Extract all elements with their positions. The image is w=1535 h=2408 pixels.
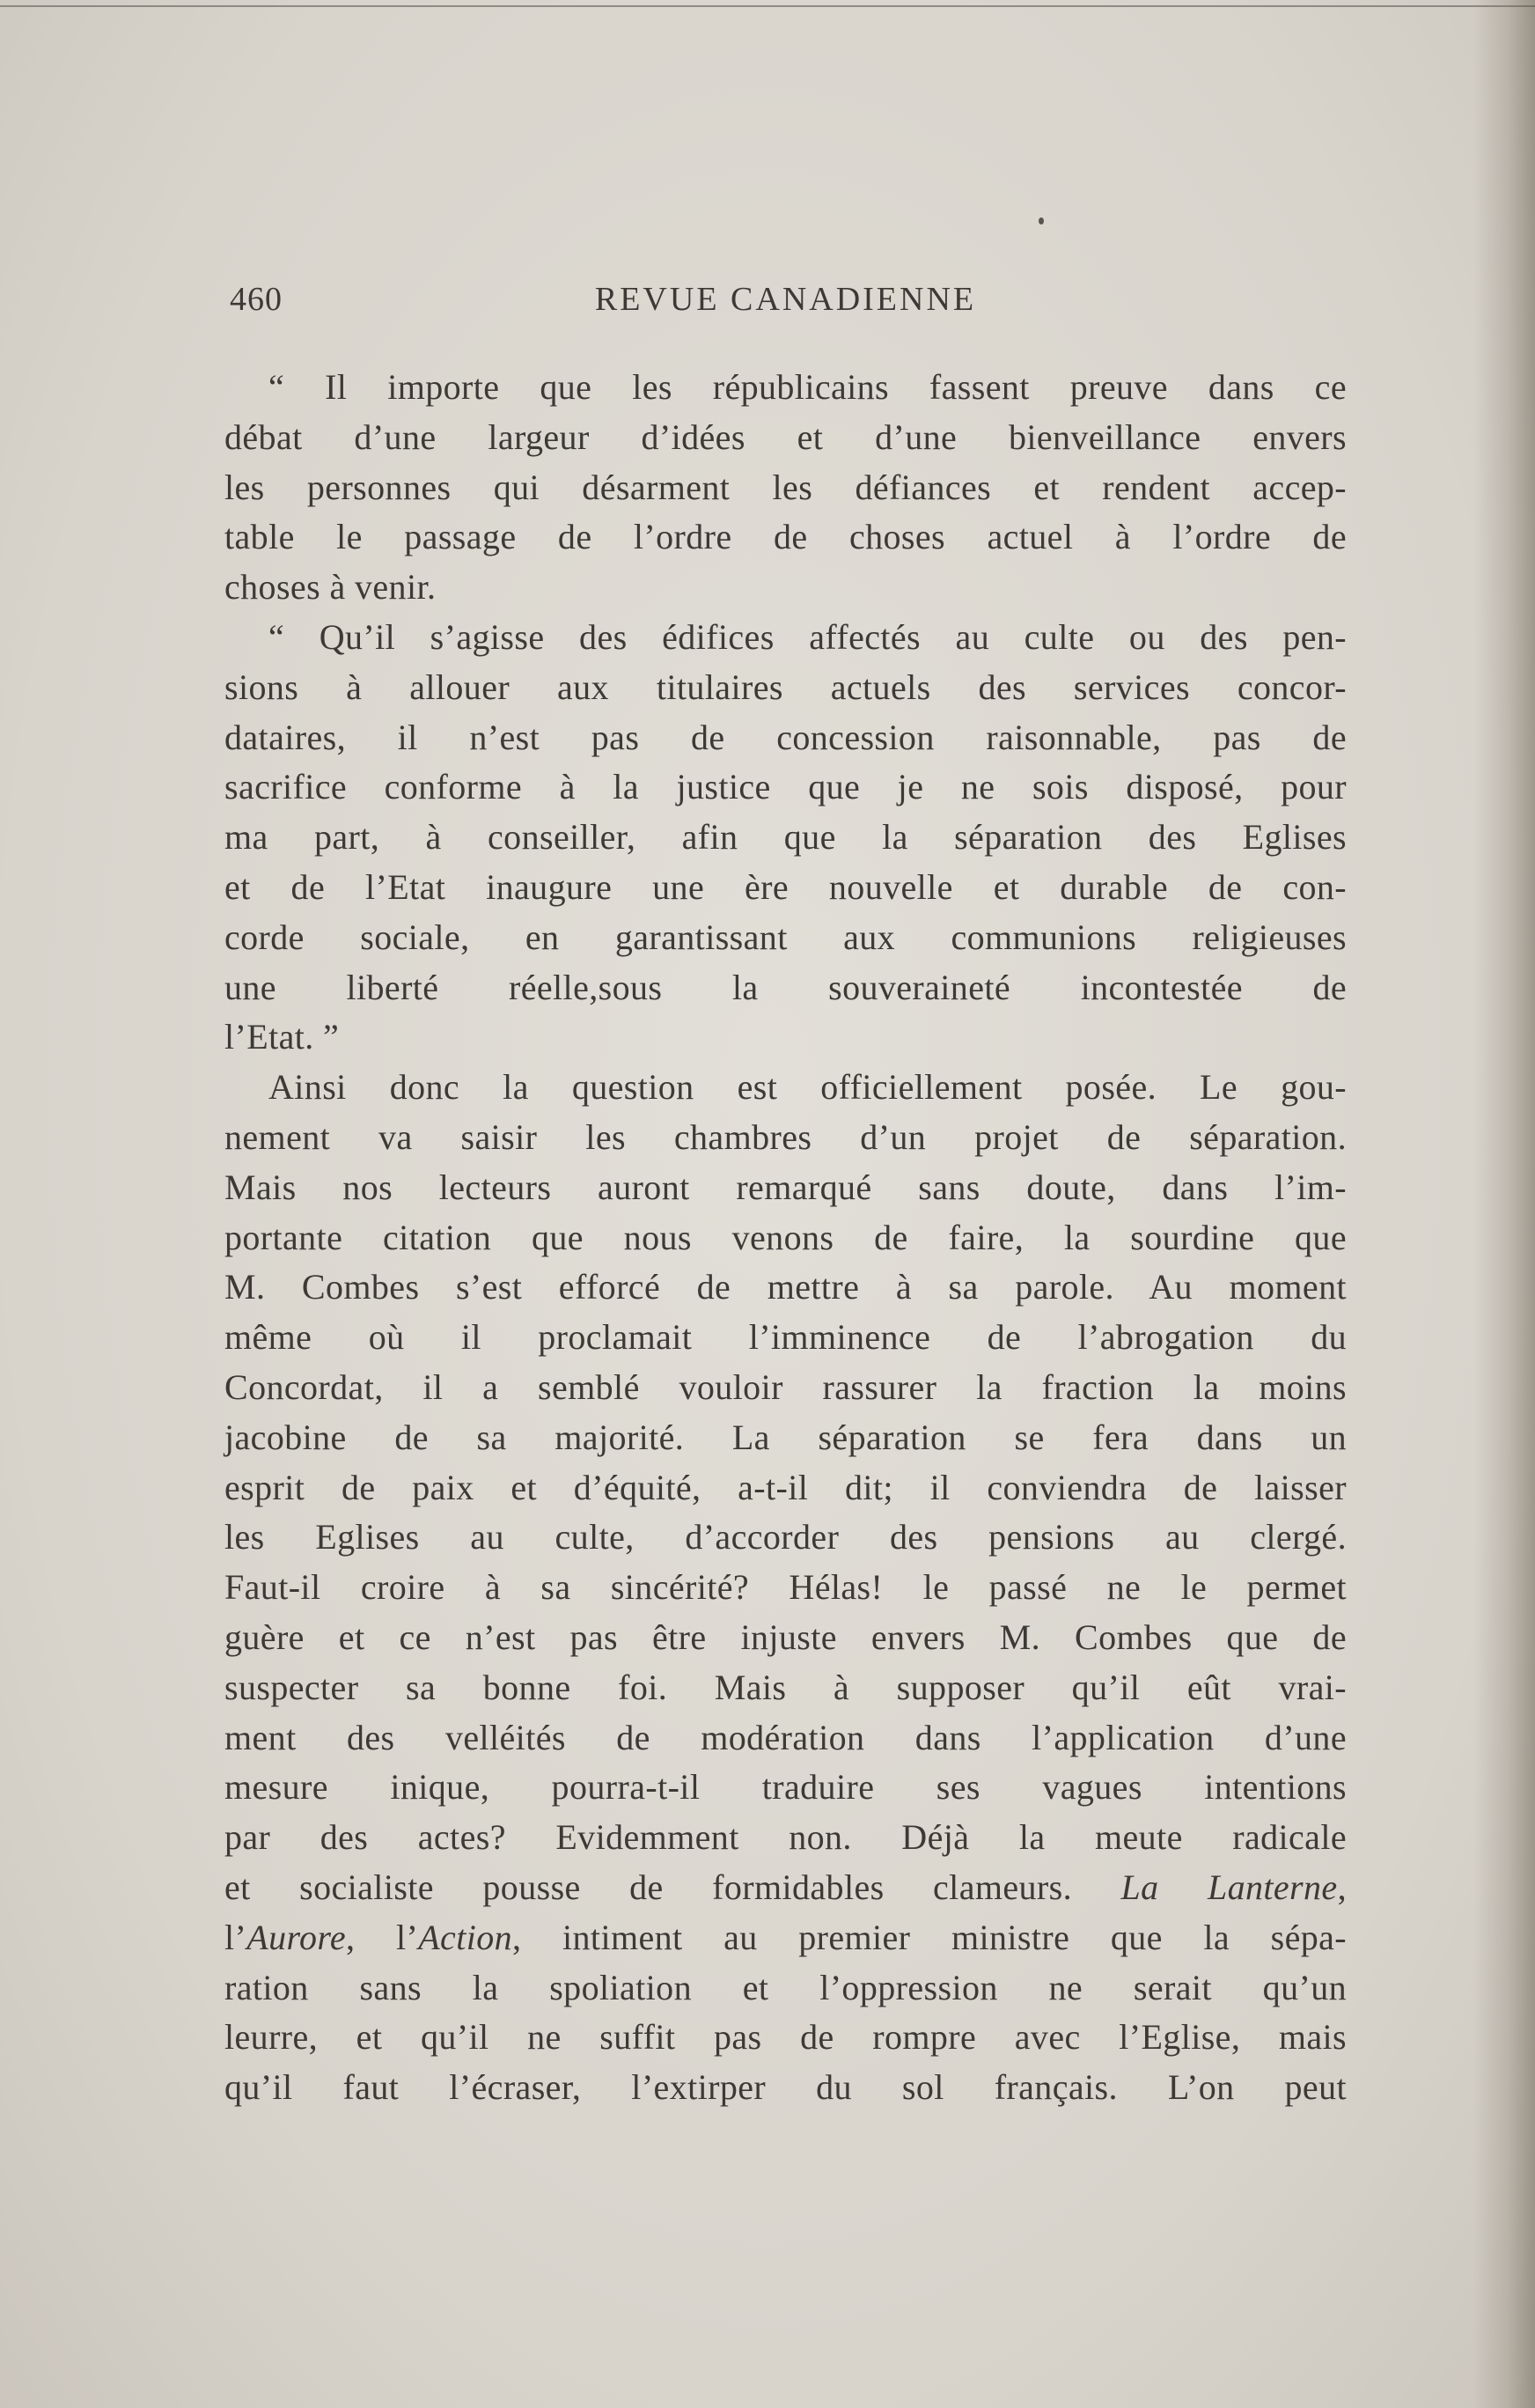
text-segment: qu’il faut l’écraser, l’extirper du sol français. L’on peut <box>224 2067 1347 2108</box>
text-line <box>224 762 1347 813</box>
text-line <box>224 1013 1347 1063</box>
text-segment: choses à venir. <box>224 567 437 608</box>
text-segment: et de l’Etat inaugure une ère nouvelle et durable de con- <box>224 866 1347 907</box>
text-line <box>224 663 1347 713</box>
text-segment: dataires, il n’est pas de concession raisonnable, pas de <box>224 717 1347 757</box>
text-segment: suspecter sa bonne foi. Mais à supposer qu’il eût vrai- <box>224 1667 1347 1707</box>
text-line <box>224 1763 1347 1813</box>
text-segment: ment des velléités de modération dans l’application d’une <box>224 1717 1347 1757</box>
text-line <box>224 463 1347 513</box>
text-line <box>224 1163 1347 1213</box>
spine-shadow <box>1473 0 1535 2408</box>
text-line <box>224 1663 1347 1713</box>
text-segment: Faut-il croire à sa sincérité? Hélas! le passé ne le permet <box>224 1567 1347 1608</box>
text-line <box>224 1563 1347 1613</box>
text-line <box>224 613 1347 663</box>
text-line <box>224 1513 1347 1563</box>
text-line <box>224 2013 1347 2063</box>
text-line <box>224 1063 1347 1113</box>
text-segment: “ Qu’il s’agisse des édifices affectés au culte ou des pen- <box>268 616 1347 657</box>
ink-speck <box>1039 217 1044 225</box>
text-segment: ration sans la spoliation et l’oppression ne serait qu’un <box>224 1967 1347 2007</box>
italic-title: Aurore <box>246 1917 346 1957</box>
text-segment: les Eglises au culte, d’accorder des pensions au clergé. <box>224 1517 1347 1557</box>
text-line <box>224 413 1347 463</box>
text-segment: table le passage de l’ordre de choses actuel à l’ordre de <box>224 517 1347 557</box>
text-line <box>224 1113 1347 1163</box>
page-number: 460 <box>230 281 283 318</box>
text-line <box>224 1913 1347 1963</box>
italic-title: Action <box>418 1917 513 1957</box>
text-line <box>224 1213 1347 1263</box>
text-segment: Mais nos lecteurs auront remarqué sans doute, dans l’im- <box>224 1167 1347 1207</box>
text-line <box>224 512 1347 563</box>
text-segment: ma part, à conseiller, afin que la séparation des Eglises <box>224 817 1347 858</box>
italic-title: La Lanterne <box>1120 1867 1338 1907</box>
text-segment: guère et ce n’est pas être injuste envers M. Combes que de <box>224 1616 1347 1657</box>
text-segment: une liberté réelle,sous la souveraineté incontestée de <box>224 967 1347 1007</box>
text-line <box>224 863 1347 913</box>
text-segment: les personnes qui désarment les défiances et rendent accep- <box>224 467 1347 507</box>
text-segment: Concordat, il a semblé vouloir rassurer la fraction la moins <box>224 1366 1347 1407</box>
text-line <box>224 1613 1347 1663</box>
text-line <box>224 1313 1347 1363</box>
text-segment: par des actes? Evidemment non. Déjà la meute radicale <box>224 1817 1347 1858</box>
text-line <box>224 1963 1347 2014</box>
top-rule <box>0 5 1535 7</box>
page-header <box>224 280 1347 324</box>
text-line <box>224 563 1347 613</box>
text-segment: et socialiste pousse de formidables clameurs. <box>224 1867 1121 1907</box>
text-segment: jacobine de sa majorité. La séparation se fera dans un <box>224 1417 1347 1457</box>
body-text <box>224 363 1347 2113</box>
text-segment: esprit de paix et d’équité, a-t-il dit; il conviendra de laisser <box>224 1467 1347 1507</box>
text-segment: l’ <box>224 1917 247 1957</box>
text-segment: M. Combes s’est efforcé de mettre à sa parole. Au moment <box>224 1267 1347 1307</box>
text-line <box>224 913 1347 963</box>
text-line <box>224 813 1347 863</box>
text-segment: l’Etat. ” <box>224 1017 340 1057</box>
text-segment: , intiment au premier ministre que la sépa- <box>512 1917 1347 1957</box>
text-segment: portante citation que nous venons de faire, la sourdine que <box>224 1217 1347 1257</box>
text-segment: , <box>1337 1867 1347 1907</box>
text-line <box>224 1813 1347 1863</box>
text-line <box>224 1463 1347 1513</box>
text-segment: , l’ <box>346 1917 419 1957</box>
text-segment: nement va saisir les chambres d’un projet de séparation. <box>224 1116 1347 1157</box>
text-segment: “ Il importe que les républicains fassent preuve dans ce <box>268 367 1347 407</box>
text-line <box>224 1263 1347 1313</box>
text-line <box>224 1713 1347 1764</box>
text-line <box>224 363 1347 413</box>
text-line <box>224 1863 1347 1913</box>
text-segment: corde sociale, en garantissant aux communions religieuses <box>224 917 1347 957</box>
text-segment: sacrifice conforme à la justice que je ne sois disposé, pour <box>224 767 1347 807</box>
running-title: REVUE CANADIENNE <box>594 281 977 318</box>
text-line <box>224 963 1347 1013</box>
text-line <box>224 713 1347 763</box>
text-line <box>224 1413 1347 1463</box>
text-segment: débat d’une largeur d’idées et d’une bienveillance envers <box>224 416 1347 457</box>
text-segment: sions à allouer aux titulaires actuels des services concor- <box>224 666 1347 707</box>
text-line <box>224 2063 1347 2113</box>
text-segment: leurre, et qu’il ne suffit pas de rompre avec l’Eglise, mais <box>224 2017 1347 2058</box>
text-segment: même où il proclamait l’imminence de l’abrogation du <box>224 1317 1347 1358</box>
text-segment: Ainsi donc la question est officiellement posée. Le gou- <box>268 1067 1347 1108</box>
text-segment: mesure inique, pourra-t-il traduire ses vagues intentions <box>224 1767 1347 1808</box>
text-line <box>224 1363 1347 1413</box>
